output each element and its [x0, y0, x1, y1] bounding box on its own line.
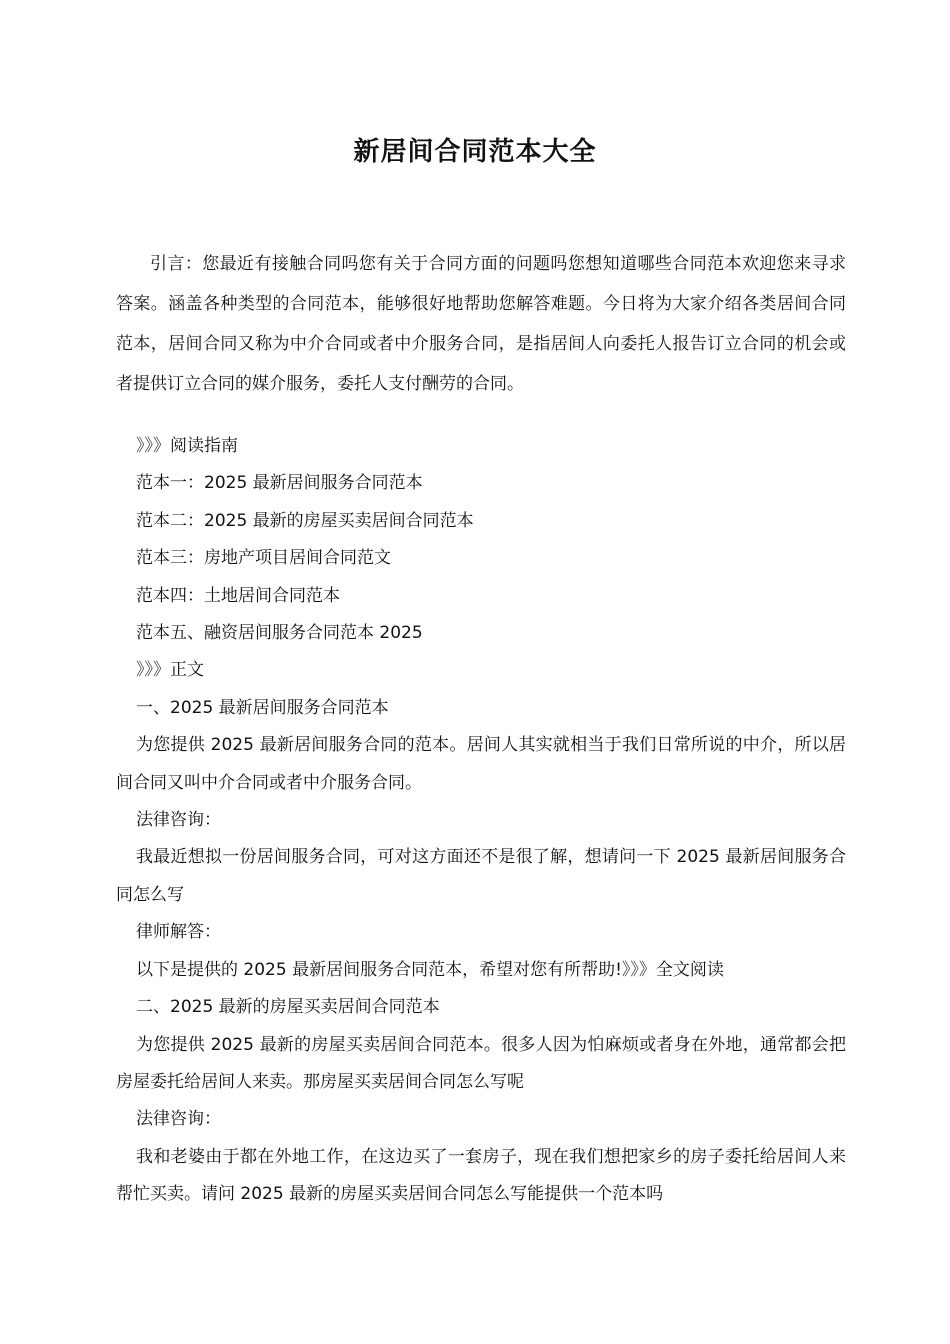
- section-1-consult-label: 法律咨询：: [136, 810, 221, 831]
- section-1-answer-label: 律师解答：: [136, 922, 221, 943]
- guide-item-5[interactable]: 范本五、融资居间服务合同范本 2025: [136, 623, 423, 644]
- guide-item-2[interactable]: 范本二：2025 最新的房屋买卖居间合同范本: [136, 510, 474, 531]
- section-1-consult-text: 我最近想拟一份居间服务合同，可对这方面还不是很了解，想请问一下 2025 最新居间服务合同怎么写: [116, 847, 846, 905]
- guide-item-4[interactable]: 范本四：土地居间合同范本: [136, 585, 340, 606]
- reading-guide-heading: 》》》阅读指南: [136, 436, 238, 456]
- body-heading: 》》》正文: [136, 660, 204, 681]
- section-2-consult-label: 法律咨询：: [136, 1109, 221, 1130]
- section-1-description: 为您提供 2025 最新居间服务合同的范本。居间人其实就相当于我们日常所说的中介，所以居间合同又叫中介合同或者中介服务合同。: [116, 735, 846, 793]
- section-1-answer-text[interactable]: 以下是提供的 2025 最新居间服务合同范本，希望对您有所帮助!》》》全文阅读: [136, 959, 724, 980]
- document-body: [116, 428, 846, 1214]
- guide-item-1[interactable]: 范本一：2025 最新居间服务合同范本: [136, 473, 423, 494]
- section-1-heading: 一、2025 最新居间服务合同范本: [136, 697, 389, 718]
- guide-item-3[interactable]: 范本三：房地产项目居间合同范文: [136, 548, 391, 569]
- intro-paragraph: 引言：您最近有接触合同吗您有关于合同方面的问题吗您想知道哪些合同范本欢迎您来寻求答案。涵盖各种类型的合同范本，能够很好地帮助您解答难题。今日将为大家介绍各类居间合同范本，居间合同又称为中介合同或者中介服务合同，是指居间人向委托人报告订立合同的机会或者提供订立合同的媒介服务，委托人支付酬劳的合同。: [116, 254, 846, 394]
- section-2-heading: 二、2025 最新的房屋买卖居间合同范本: [136, 997, 440, 1018]
- section-2-description: 为您提供 2025 最新的房屋买卖居间合同范本。很多人因为怕麻烦或者身在外地，通常都会把房屋委托给居间人来卖。那房屋买卖居间合同怎么写呢: [116, 1034, 846, 1092]
- section-2-consult-text: 我和老婆由于都在外地工作，在这边买了一套房子，现在我们想把家乡的房子委托给居间人来帮忙买卖。请问 2025 最新的房屋买卖居间合同怎么写能提供一个范本吗: [116, 1146, 846, 1205]
- document-title: 新居间合同范本大全: [353, 137, 597, 167]
